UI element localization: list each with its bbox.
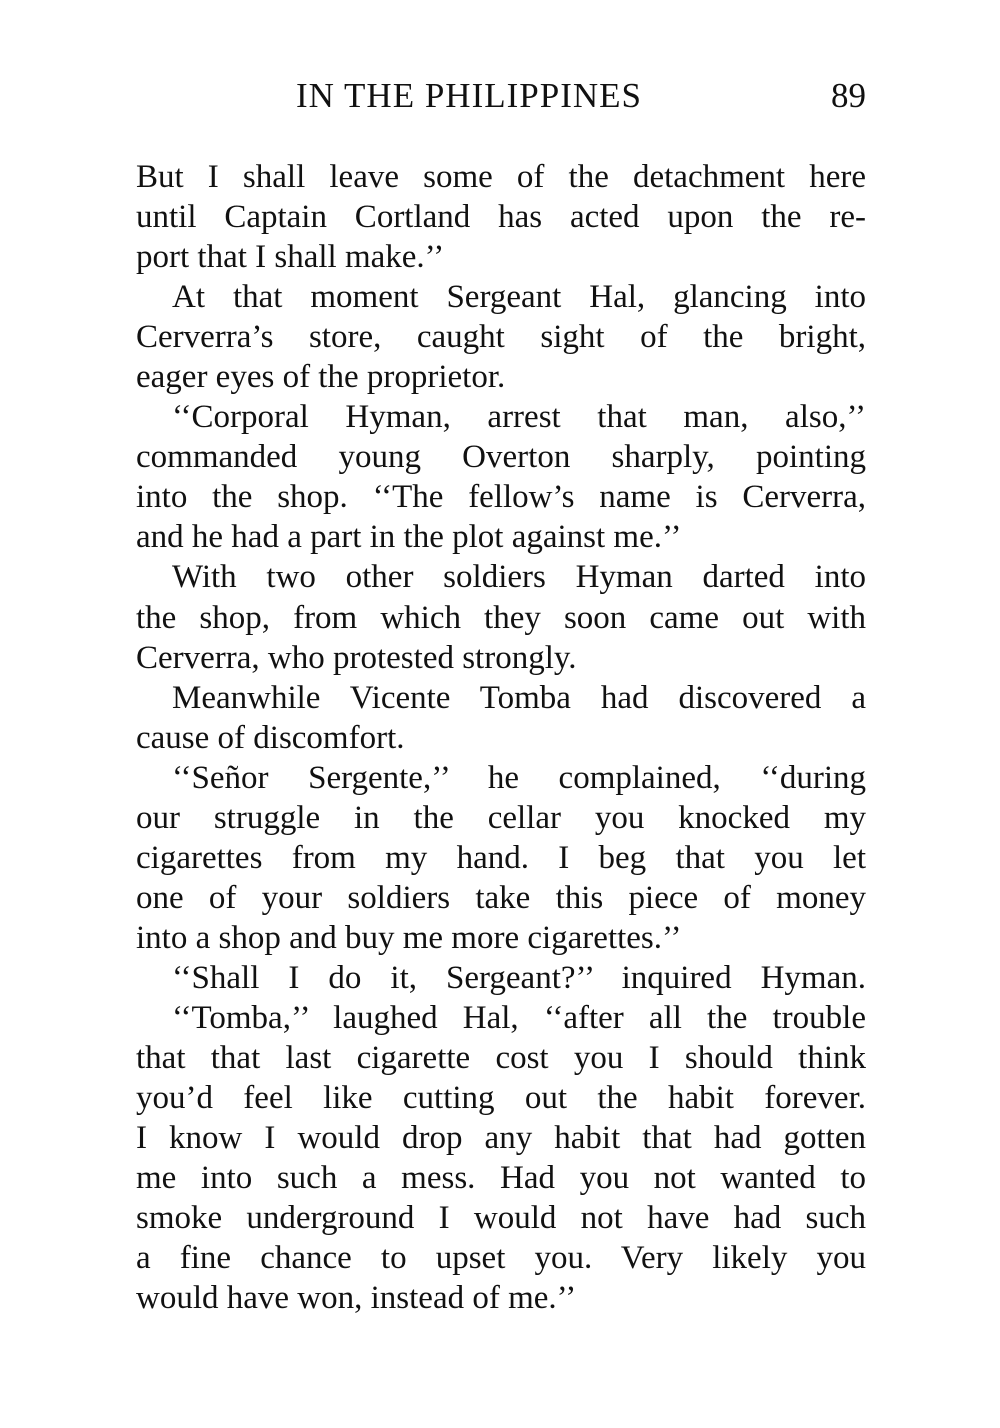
running-title: IN THE PHILIPPINES: [296, 76, 642, 115]
running-header: [136, 76, 866, 116]
text-line: until Captain Cortland has acted upon the re-: [136, 199, 866, 236]
text-line: one of your soldiers take this piece of money: [136, 879, 866, 916]
text-line: I know I would drop any habit that had gotten: [136, 1120, 866, 1157]
text-line: would have won, instead of me.’’: [136, 1280, 577, 1317]
text-line: ‘‘Tomba,’’ laughed Hal, ‘‘after all the trouble: [172, 999, 866, 1036]
text-line: ‘‘Señor Sergente,’’ he complained, ‘‘during: [172, 759, 866, 796]
text-line: commanded young Overton sharply, pointing: [136, 439, 866, 476]
text-line: me into such a mess. Had you not wanted to: [136, 1160, 866, 1197]
text-line: ‘‘Shall I do it, Sergeant?’’ inquired Hyman.: [172, 959, 866, 996]
body-text: [136, 157, 866, 1318]
page-number: 89: [831, 76, 866, 115]
text-line: Cerverra’s store, caught sight of the bright,: [136, 319, 866, 356]
text-line: smoke underground I would not have had such: [136, 1200, 866, 1237]
text-line: into the shop. ‘‘The fellow’s name is Cerverra,: [136, 479, 866, 516]
text-line: At that moment Sergeant Hal, glancing into: [172, 279, 866, 316]
text-line: cause of discomfort.: [136, 719, 405, 756]
text-line: But I shall leave some of the detachment here: [136, 159, 866, 195]
text-line: port that I shall make.’’: [136, 239, 445, 276]
text-line: into a shop and buy me more cigarettes.’’: [136, 919, 682, 956]
text-line: that that last cigarette cost you I should think: [136, 1040, 866, 1077]
text-line: our struggle in the cellar you knocked my: [136, 799, 866, 836]
text-line: a fine chance to upset you. Very likely you: [136, 1240, 866, 1277]
text-line: eager eyes of the proprietor.: [136, 359, 506, 396]
text-line: ‘‘Corporal Hyman, arrest that man, also,’’: [172, 399, 866, 436]
text-line: the shop, from which they soon came out with: [136, 599, 866, 636]
text-line: cigarettes from my hand. I beg that you let: [136, 839, 866, 876]
text-line: With two other soldiers Hyman darted into: [172, 559, 866, 596]
text-line: you’d feel like cutting out the habit forever.: [136, 1080, 866, 1117]
text-line: Meanwhile Vicente Tomba had discovered a: [172, 679, 866, 716]
text-line: Cerverra, who protested strongly.: [136, 639, 577, 676]
text-line: and he had a part in the plot against me.’’: [136, 519, 682, 556]
